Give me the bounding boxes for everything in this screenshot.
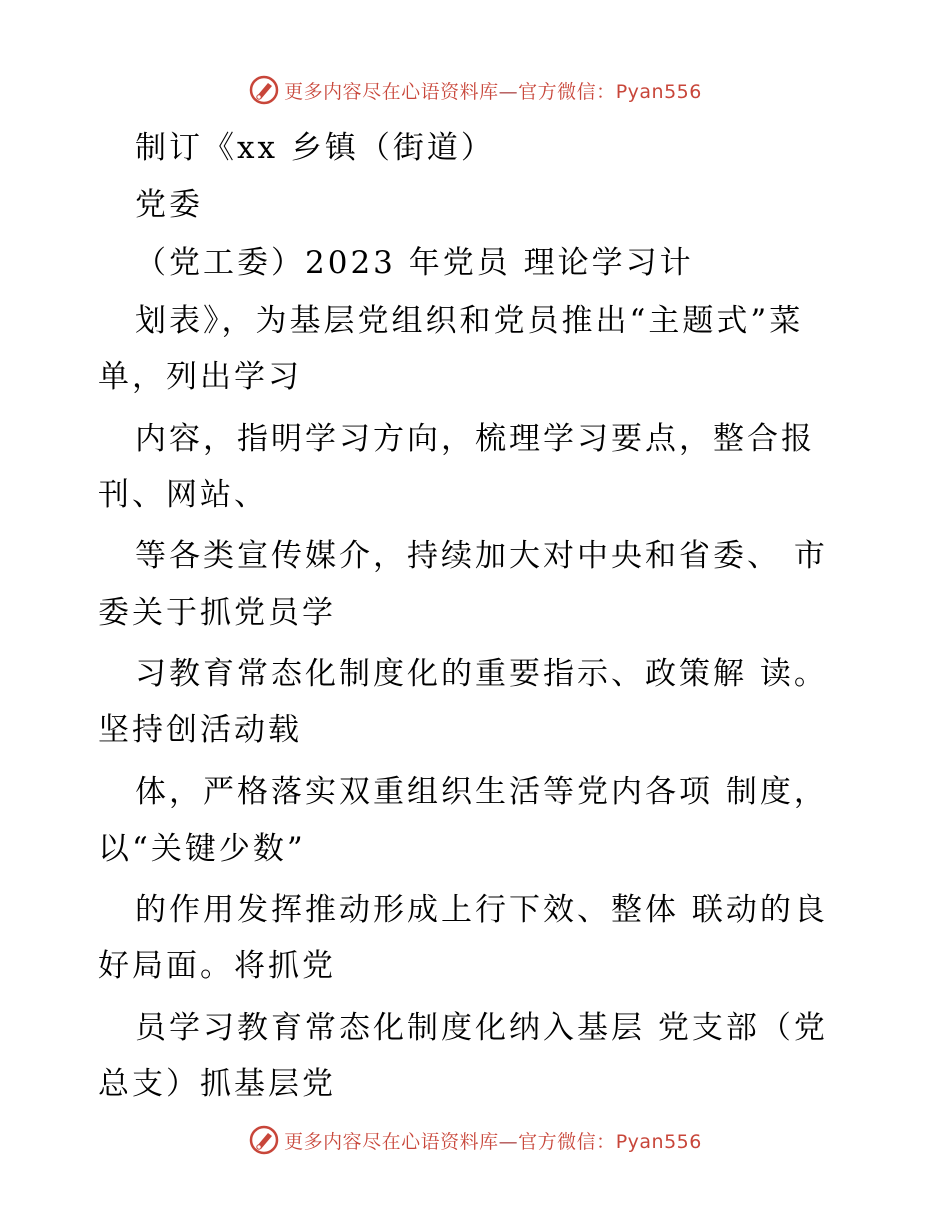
banner-main-text: 更多内容尽在心语资料库 (284, 1130, 499, 1153)
body-line: 体，严格落实双重组织生活等党内各项 制度， (135, 774, 828, 810)
body-line: 单，列出学习 (98, 359, 302, 395)
banner-separator: — (498, 1130, 519, 1153)
body-line: 的作用发挥推动形成上行下效、整体 联动的良 (135, 892, 828, 928)
body-line: （党工委）2023 年党员 理论学习计 (135, 245, 694, 281)
body-line: 制订《xx 乡镇（街道） (135, 130, 495, 166)
footer-banner (0, 1120, 950, 1160)
body-line: 以“关键少数” (98, 831, 306, 867)
body-line: 习教育常态化制度化的重要指示、政策解 读。 (135, 656, 828, 692)
body-line: 党委 (135, 187, 203, 223)
body-line: 内容，指明学习方向，梳理学习要点，整合报 (135, 421, 815, 457)
banner-wechat-id: Pyan556 (615, 1130, 702, 1153)
pen-circle-logo-icon (248, 74, 280, 106)
banner-wechat-id: Pyan556 (615, 80, 702, 103)
body-line: 刊、网站、 (98, 477, 268, 513)
banner-separator: — (498, 80, 519, 103)
banner-main-text: 更多内容尽在心语资料库 (284, 80, 499, 103)
pen-circle-logo-icon (248, 1124, 280, 1156)
banner-text (284, 1127, 702, 1154)
body-line: 员学习教育常态化制度化纳入基层 党支部（党 (135, 1010, 828, 1046)
body-line: 等各类宣传媒介，持续加大对中央和省委、 市 (135, 538, 828, 574)
body-line: 好局面。将抓党 (98, 948, 336, 984)
banner-wechat-label: 官方微信： (518, 80, 616, 103)
body-line: 划表》，为基层党组织和党员推出“主题式”菜 (135, 303, 804, 339)
body-line: 坚持创活动载 (98, 712, 302, 748)
body-line: 总支）抓基层党 (98, 1066, 336, 1102)
header-banner (0, 70, 950, 110)
banner-wechat-label: 官方微信： (518, 1130, 616, 1153)
banner-text (284, 77, 702, 104)
body-line: 委关于抓党员学 (98, 595, 336, 631)
